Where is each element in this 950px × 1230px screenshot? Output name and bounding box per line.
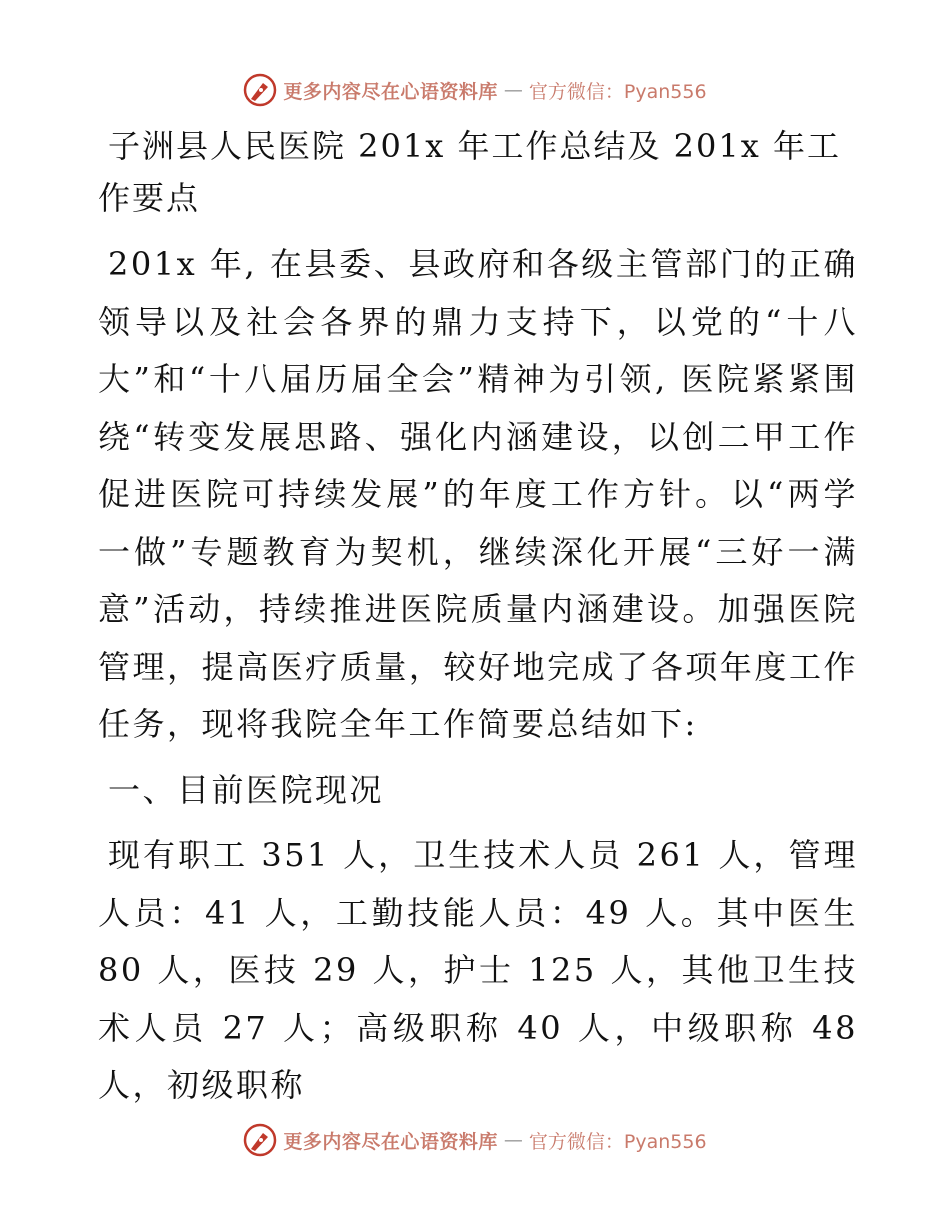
intro-paragraph: 201x 年, 在县委、县政府和各级主管部门的正确领导以及社会各界的鼎力支持下，以党的“十八大”和“十八届历届全会”精神为引领, 医院紧紧围绕“转变发展思路、强化内涵建设，以创二甲工作促进医院可持续发展”的年度工作方针。以“两学一做”专题教育为契机，继续深化开展“三好一满意”活动，持续推进医院质量内涵建设。加强医院管理，提高医疗质量，较好地完成了各项年度工作任务，现将我院全年工作简要总结如下: xyxy=(98,245,858,743)
watermark-dash: — xyxy=(503,1129,523,1151)
section-1-paragraph: 现有职工 351 人，卫生技术人员 261 人，管理人员：41 人，工勤技能人员：49 人。其中医生 80 人，医技 29 人，护士 125 人，其他卫生技术人员 27 人；高级职称 40 人，中级职称 48 人，初级职称 xyxy=(98,836,858,1104)
pen-nib-logo-icon xyxy=(243,73,277,107)
watermark-footer xyxy=(0,1120,950,1160)
watermark-text: 更多内容尽在心语资料库 xyxy=(283,80,498,103)
watermark-account: 官方微信：Pyan556 xyxy=(528,80,707,103)
watermark-text: 更多内容尽在心语资料库 xyxy=(283,1130,498,1153)
watermark-account: 官方微信：Pyan556 xyxy=(528,1130,707,1153)
section-heading-1: 一、目前医院现况 xyxy=(108,770,385,809)
document-title: 子洲县人民医院 201x 年工作总结及 201x 年工作要点 xyxy=(98,127,841,217)
document-body xyxy=(98,120,858,1123)
watermark-header xyxy=(0,70,950,110)
watermark-dash: — xyxy=(503,79,523,101)
pen-nib-logo-icon xyxy=(243,1123,277,1157)
